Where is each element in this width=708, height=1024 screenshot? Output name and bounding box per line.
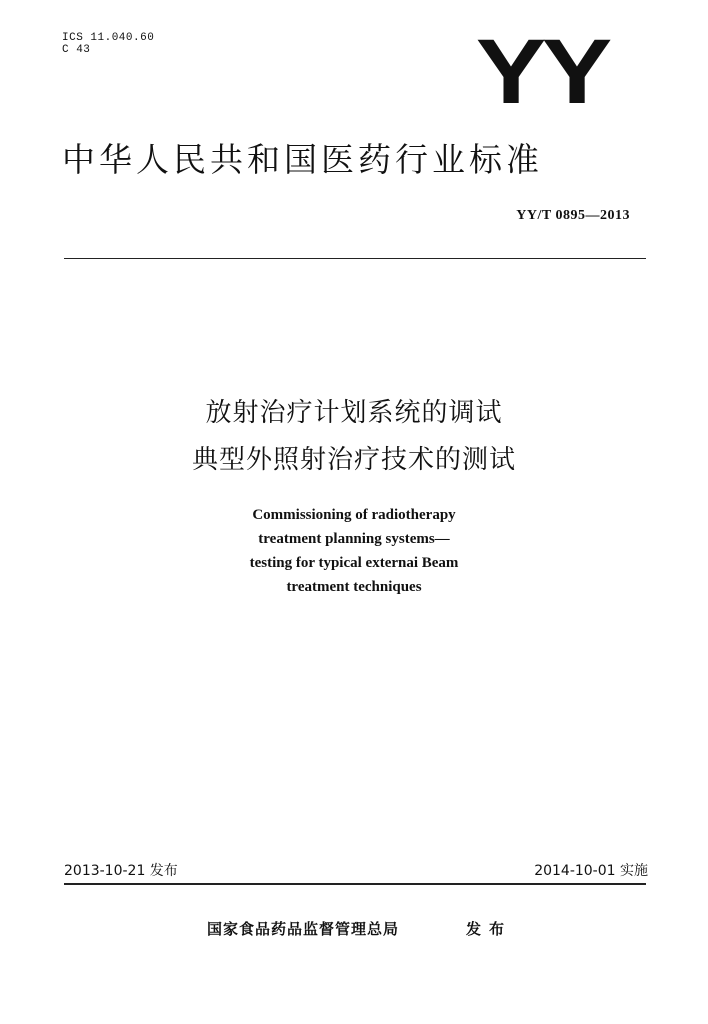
chinese-title-line-2: 典型外照射治疗技术的测试 bbox=[191, 445, 516, 475]
english-title-line: testing for typical externai Beam bbox=[249, 555, 459, 571]
english-title bbox=[0, 503, 708, 599]
english-title-line: treatment techniques bbox=[286, 579, 422, 595]
english-title-line: treatment planning systems— bbox=[258, 531, 450, 547]
yy-logo: YY bbox=[476, 21, 608, 123]
standard-number: YY/T 0895—2013 bbox=[516, 208, 630, 223]
classification-codes bbox=[62, 32, 154, 56]
ccs-code: C 43 bbox=[62, 44, 91, 56]
issue-date: 2013-10-21 发布 bbox=[64, 863, 178, 879]
english-title-line: Commissioning of radiotherapy bbox=[252, 507, 456, 523]
header-divider bbox=[64, 258, 646, 259]
standard-body-title: 中华人民共和国医药行业标准 bbox=[62, 140, 543, 179]
footer-divider bbox=[64, 883, 646, 885]
ics-code: ICS 11.040.60 bbox=[62, 32, 155, 44]
issuing-authority: 国家食品药品监督管理总局 bbox=[207, 920, 400, 938]
chinese-title-line-1: 放射治疗计划系统的调试 bbox=[205, 398, 503, 428]
implementation-date: 2014-10-01 实施 bbox=[534, 863, 648, 879]
publish-label: 发布 bbox=[466, 920, 513, 938]
